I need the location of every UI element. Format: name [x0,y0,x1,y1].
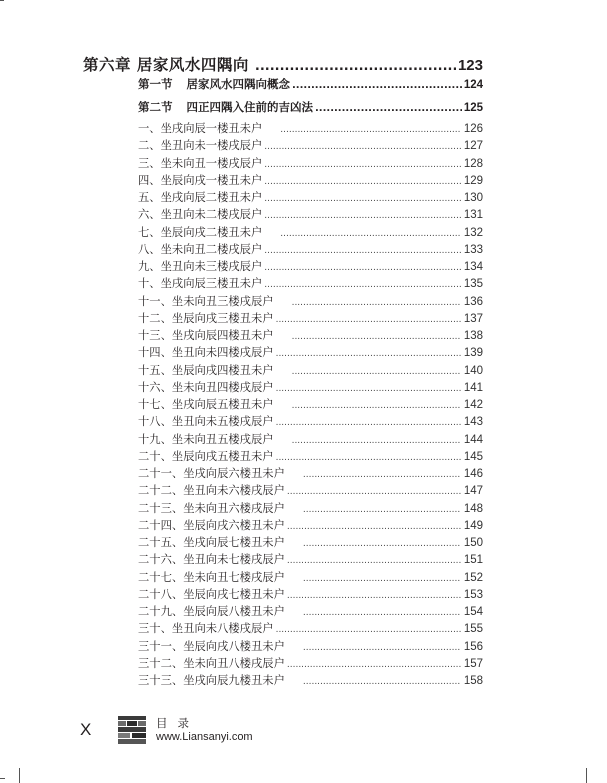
leader-dots [303,539,461,549]
toc-item[interactable] [138,275,483,291]
footer-url: www.Liansanyi.com [156,731,253,743]
toc-item[interactable] [138,362,483,378]
leader-dots [303,608,461,618]
toc-item-page: 134 [463,261,483,273]
toc-item-page: 154 [463,606,483,618]
toc-item[interactable] [138,482,483,498]
toc-item[interactable] [138,293,483,309]
toc-item-label: 二十七、坐未向丑七楼戌辰户 [138,570,285,584]
toc-item-label: 二十四、坐辰向戌六楼丑未户 [138,518,285,532]
toc-item[interactable] [138,517,483,533]
toc-item-page: 131 [463,209,483,222]
toc-item-page: 152 [463,571,483,584]
leader-dots [292,80,462,91]
toc-item-page: 130 [463,192,483,204]
toc-item-page: 157 [463,657,483,670]
section-page: 125 [463,102,483,114]
toc-item[interactable] [138,396,483,412]
toc-item[interactable] [138,137,483,153]
toc-item-page: 126 [463,123,483,135]
section-entry[interactable] [138,99,483,115]
leader-dots [264,194,461,204]
leader-dots [276,315,461,325]
leader-dots [292,332,461,342]
toc-item-label: 三十一、坐辰向戌八楼丑未户 [138,639,285,653]
toc-item-page: 145 [463,450,483,463]
toc-item[interactable] [138,344,483,360]
toc-item-label: 九、坐丑向未三楼戌辰户 [138,260,263,273]
toc-item-page: 133 [463,243,483,256]
leader-dots [280,125,461,135]
leader-dots [292,298,461,308]
toc-item-label: 一、坐戌向辰一楼丑未户 [138,122,263,135]
toc-item-page: 132 [463,226,483,239]
crop-mark-bottom-left [19,768,20,783]
leader-dots [287,556,461,566]
toc-item-label: 二、坐丑向未一楼戌辰户 [138,139,263,153]
leader-dots [292,401,461,411]
leader-dots [255,59,456,74]
leader-dots [315,103,462,114]
toc-item[interactable] [138,327,483,343]
liansanyi-logo-icon [118,716,146,744]
section-number: 第一节 [138,77,173,91]
toc-item-page: 144 [463,433,483,446]
toc-item-label: 十六、坐未向丑四楼戌辰户 [138,380,274,394]
toc-item[interactable] [138,431,483,447]
toc-item[interactable] [138,310,483,326]
toc-item-label: 三十二、坐未向丑八楼戌辰户 [138,656,285,670]
toc-item[interactable] [138,206,483,222]
section-number: 第二节 [138,100,173,114]
section-title: 四正四隅入住前的吉凶法 [186,100,313,114]
chapter-entry[interactable] [83,53,483,75]
toc-item-label: 十九、坐未向丑五楼戌辰户 [138,432,274,446]
toc-item-label: 十二、坐辰向戌三楼丑未户 [138,311,274,325]
leader-dots [303,470,461,480]
toc-item[interactable] [138,379,483,395]
toc-item[interactable] [138,638,483,654]
toc-item-page: 140 [463,364,483,377]
toc-item[interactable] [138,120,483,136]
leader-dots [303,643,461,653]
toc-item-label: 二十九、坐辰向辰八楼丑未户 [138,605,285,618]
leader-dots [264,280,461,290]
toc-item-page: 136 [463,295,483,308]
toc-item-label: 十五、坐辰向戌四楼丑未户 [138,363,274,377]
section-title: 居家风水四隅向概念 [186,77,290,91]
toc-item-label: 七、坐辰向戌二楼丑未户 [138,225,263,239]
toc-item[interactable] [138,241,483,257]
toc-item-page: 135 [463,278,483,291]
toc-item[interactable] [138,500,483,516]
toc-item-label: 二十、坐辰向戌五楼丑未户 [138,449,274,463]
toc-item-label: 十四、坐丑向未四楼戌辰户 [138,346,274,360]
toc-item[interactable] [138,655,483,671]
leader-dots [287,660,461,670]
page-number: X [80,720,92,739]
toc-item[interactable] [138,413,483,429]
leader-dots [287,591,461,601]
toc-item-label: 十、坐戌向辰三楼丑未户 [138,277,263,291]
toc-item-page: 138 [463,330,483,342]
toc-item-label: 六、坐丑向未二楼戌辰户 [138,208,263,222]
toc-item-page: 127 [463,140,483,153]
toc-item[interactable] [138,569,483,585]
toc-item-label: 十七、坐戌向辰五楼丑未户 [138,398,274,411]
toc-item-page: 129 [463,174,483,187]
leader-dots [264,177,461,187]
toc-item-label: 八、坐未向丑二楼戌辰户 [138,242,263,256]
toc-item-label: 五、坐戌向辰二楼丑未户 [138,191,263,204]
toc-item-label: 十八、坐丑向未五楼戌辰户 [138,415,274,429]
toc-item-label: 十三、坐戌向辰四楼丑未户 [138,329,274,342]
toc-item[interactable] [138,534,483,550]
toc-item-label: 三、坐未向丑一楼戌辰户 [138,156,263,170]
toc-item[interactable] [138,448,483,464]
toc-item-page: 137 [463,312,483,325]
toc-item-label: 二十三、坐未向丑六楼戌辰户 [138,501,285,515]
crop-mark-bottom-right [586,768,587,783]
leader-dots [292,436,461,446]
leader-dots [303,677,461,687]
toc-item-page: 147 [463,485,483,498]
toc-item[interactable] [138,620,483,636]
toc-item[interactable] [138,172,483,188]
toc-item-page: 150 [463,537,483,549]
toc-item-page: 141 [463,381,483,394]
leader-dots [303,574,461,584]
toc-item-page: 153 [463,588,483,601]
toc-item[interactable] [138,672,483,688]
leader-dots [292,367,461,377]
leader-dots [303,505,461,515]
toc-item-page: 146 [463,468,483,480]
toc-item[interactable] [138,551,483,567]
leader-dots [264,211,461,221]
toc-item[interactable] [138,465,483,481]
toc-item-page: 158 [463,675,483,687]
toc-item-page: 142 [463,399,483,411]
toc-item[interactable] [138,155,483,171]
toc-item[interactable] [138,603,483,619]
leader-dots [264,263,461,273]
leader-dots [276,453,461,463]
toc-item-label: 四、坐辰向戌一楼丑未户 [138,173,263,187]
toc-item-label: 十一、坐未向丑三楼戌辰户 [138,294,274,308]
toc-item-label: 二十一、坐戌向辰六楼丑未户 [138,467,285,480]
chapter-label: 第六章 居家风水四隅向 [83,56,249,74]
toc-item-page: 149 [463,519,483,532]
toc-item[interactable] [138,189,483,205]
chapter-page: 123 [457,57,483,74]
leader-dots [280,229,461,239]
section-entry[interactable] [138,76,483,92]
toc-item-label: 三十、坐丑向未八楼戌辰户 [138,622,274,636]
leader-dots [264,142,461,152]
leader-dots [276,625,461,635]
footer-title: 目录 [156,716,199,730]
section-page: 124 [463,79,483,91]
crop-mark-top-left [0,0,4,1]
toc-item[interactable] [138,586,483,602]
toc-item-label: 二十五、坐戌向辰七楼丑未户 [138,536,285,549]
leader-dots [287,487,461,497]
toc-item-page: 148 [463,502,483,515]
toc-item[interactable] [138,224,483,240]
leader-dots [264,160,461,170]
toc-item-page: 156 [463,640,483,653]
toc-item-page: 139 [463,347,483,360]
crop-mark-bottom-edge [0,778,5,779]
toc-item-page: 155 [463,623,483,636]
toc-item-label: 三十三、坐戌向辰九楼丑未户 [138,674,285,687]
toc-item-page: 151 [463,554,483,567]
toc-item-page: 128 [463,157,483,170]
leader-dots [276,349,461,359]
leader-dots [264,246,461,256]
toc-item-page: 143 [463,416,483,429]
leader-dots [287,522,461,532]
toc-item[interactable] [138,258,483,274]
toc-item-label: 二十二、坐丑向未六楼戌辰户 [138,484,285,498]
leader-dots [276,384,461,394]
leader-dots [276,418,461,428]
toc-item-label: 二十八、坐辰向戌七楼丑未户 [138,587,285,601]
toc-item-label: 二十六、坐丑向未七楼戌辰户 [138,553,285,567]
